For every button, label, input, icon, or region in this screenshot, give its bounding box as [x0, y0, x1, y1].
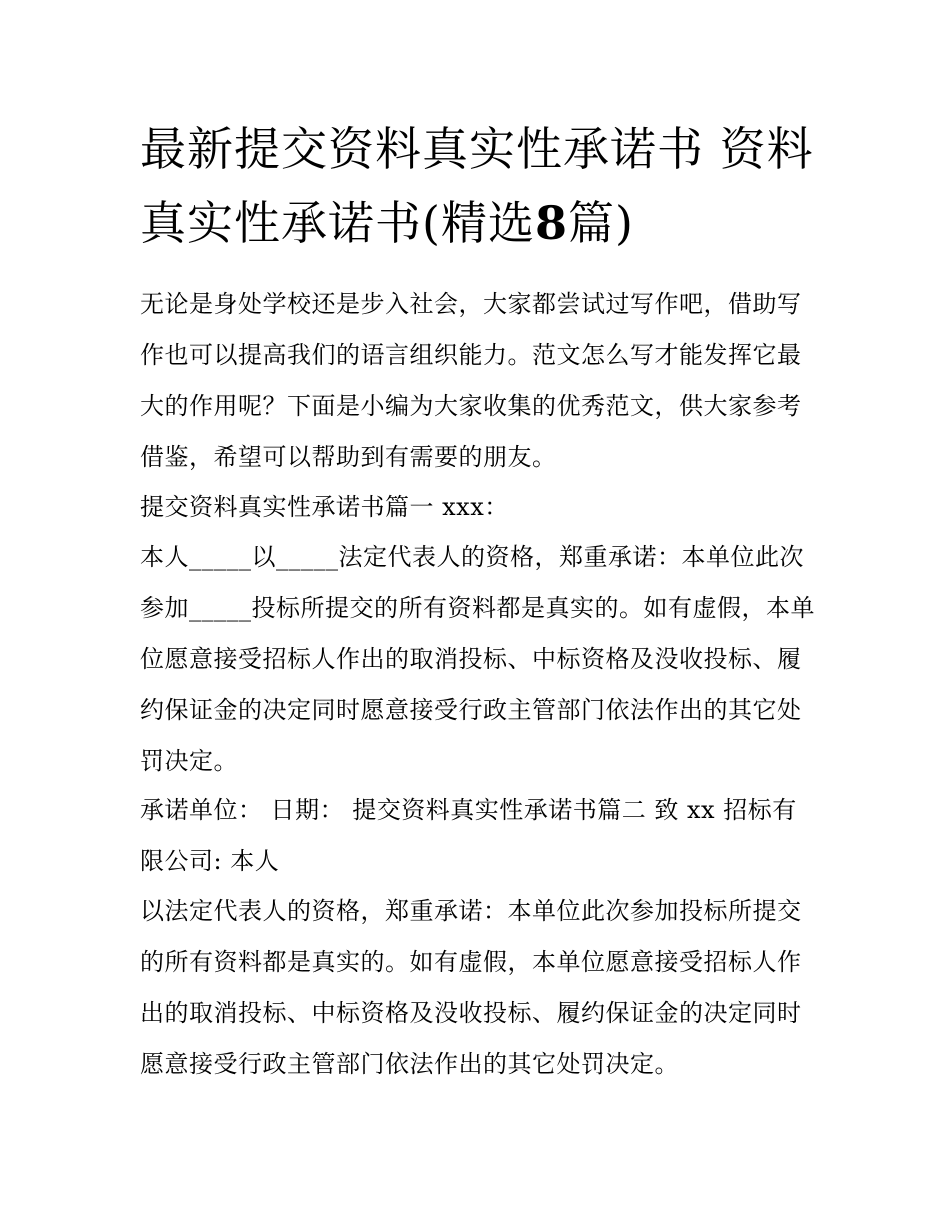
section-one-body: 本人_____以_____法定代表人的资格，郑重承诺：本单位此次参加_____投标所提交的所有资料都是真实的。如有虚假，本单位愿意接受招标人作出的取消投标、中标资格及没收投标、履约保证金的决定同时愿意接受行政主管部门依法作出的其它处罚决定。 [140, 543, 815, 775]
section-one-heading: 提交资料真实性承诺书篇一 xxx： [140, 493, 509, 521]
title-suffix: 篇) [567, 196, 634, 250]
title-number: 8 [534, 196, 568, 250]
document-title [140, 112, 820, 260]
title-text: 最新提交资料真实性承诺书 资料真实性承诺书(精选 [140, 122, 814, 250]
section-two-body: 以法定代表人的资格，郑重承诺：本单位此次参加投标所提交的所有资料都是真实的。如有虚假，本单位愿意接受招标人作出的取消投标、中标资格及没收投标、履约保证金的决定同时愿意接受行政主管部门依法作出的其它处罚决定。 [140, 897, 802, 1078]
signature-and-section-two-heading: 承诺单位： 日期： 提交资料真实性承诺书篇二 致 xx 招标有限公司: 本人 [140, 796, 797, 875]
intro-paragraph: 无论是身处学校还是步入社会，大家都尝试过写作吧，借助写作也可以提高我们的语言组织能力。范文怎么写才能发挥它最大的作用呢？下面是小编为大家收集的优秀范文，供大家参考借鉴，希望可以帮助到有需要的朋友。 [140, 290, 802, 471]
